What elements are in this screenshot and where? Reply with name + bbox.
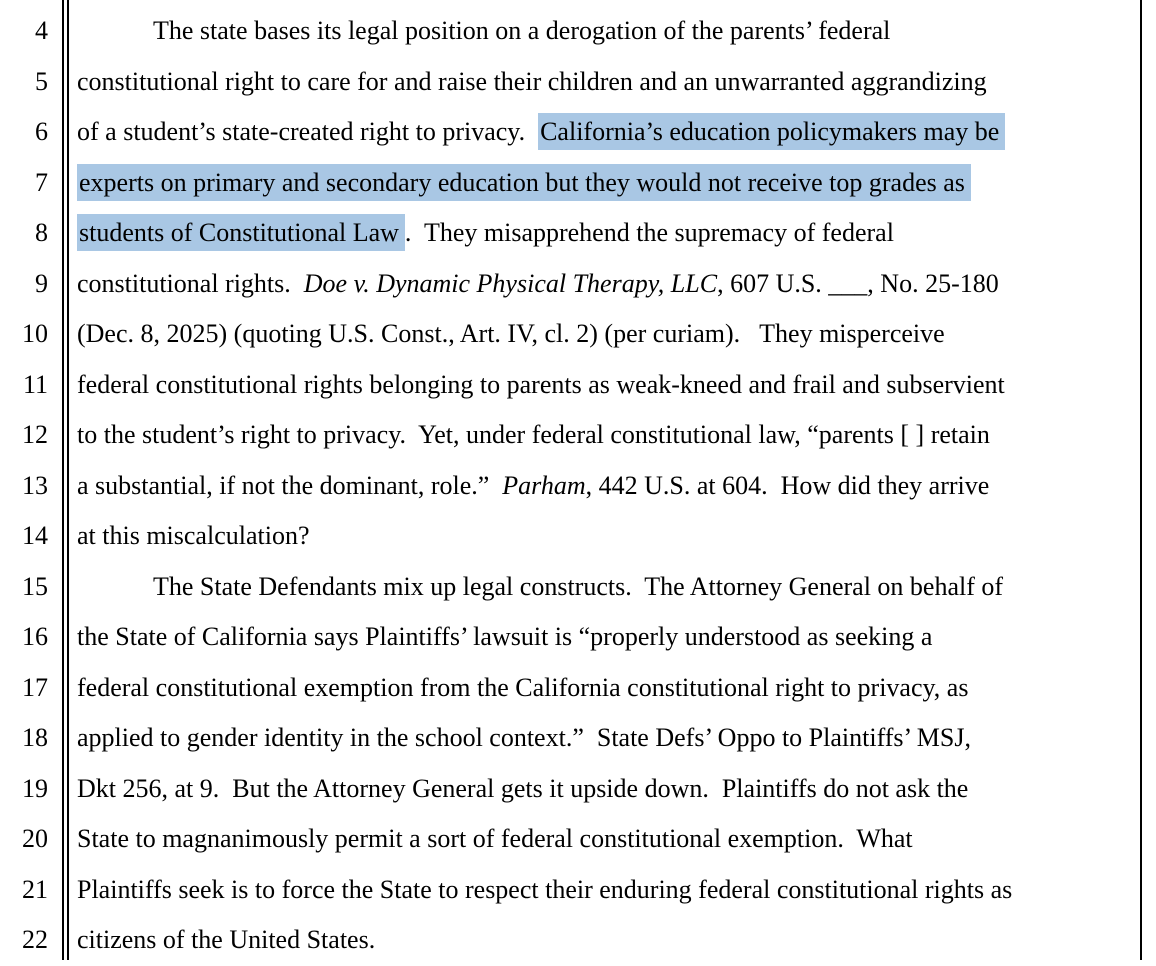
margin-rule-right xyxy=(1140,0,1142,960)
text-run: of a student’s state-created right to privacy. xyxy=(77,117,539,146)
line-number: 11 xyxy=(22,369,48,399)
line-number: 8 xyxy=(35,218,48,247)
line-number: 22 xyxy=(22,925,48,954)
line-number: 15 xyxy=(22,571,48,601)
highlighted-text[interactable]: experts on primary and secondary education but they would not receive top grades as xyxy=(77,164,971,201)
document-body xyxy=(77,6,1137,966)
text-line xyxy=(77,107,1137,158)
line-number-column xyxy=(0,6,48,966)
text-run: , 442 U.S. at 604. How did they arrive xyxy=(585,470,990,500)
line-number: 19 xyxy=(22,773,48,803)
text-run: a substantial, if not the dominant, role.” xyxy=(77,470,503,500)
text-line xyxy=(77,158,1137,209)
text-line: The State Defendants mix up legal constructs. The Attorney General on behalf of xyxy=(153,571,1004,601)
text-line xyxy=(77,461,1137,512)
text-line: Plaintiffs seek is to force the State to respect their enduring federal constitutional rights as xyxy=(77,874,1013,904)
line-number: 21 xyxy=(22,874,48,904)
line-number: 6 xyxy=(35,117,48,146)
line-number: 10 xyxy=(22,319,48,348)
text-line xyxy=(77,259,1137,310)
text-line: The state bases its legal position on a derogation of the parents’ federal xyxy=(153,16,891,45)
line-number: 16 xyxy=(22,622,48,651)
text-line xyxy=(77,208,1137,259)
text-line: (Dec. 8, 2025) (quoting U.S. Const., Art. IV, cl. 2) (per curiam). They misperceive xyxy=(77,319,945,348)
line-number: 12 xyxy=(22,420,48,449)
line-number: 14 xyxy=(22,521,48,550)
case-citation: Parham xyxy=(502,470,586,500)
line-number: 18 xyxy=(22,723,48,752)
line-number: 13 xyxy=(22,470,48,500)
text-line: citizens of the United States. xyxy=(77,925,376,954)
text-line: at this miscalculation? xyxy=(77,521,310,550)
text-line: federal constitutional rights belonging to parents as weak-kneed and frail and subservient xyxy=(77,369,1005,399)
text-line: constitutional right to care for and raise their children and an unwarranted aggrandizing xyxy=(77,66,987,96)
text-line: State to magnanimously permit a sort of federal constitutional exemption. What xyxy=(77,824,913,853)
text-line: the State of California says Plaintiffs’ lawsuit is “properly understood as seeking a xyxy=(77,622,933,651)
margin-rule-left-outer xyxy=(62,0,64,960)
line-number: 17 xyxy=(22,672,48,702)
text-line: to the student’s right to privacy. Yet, under federal constitutional law, “parents [ ] retain xyxy=(77,420,990,449)
line-number: 7 xyxy=(35,167,48,197)
case-citation: Doe v. Dynamic Physical Therapy, LLC xyxy=(303,268,718,298)
highlighted-text[interactable]: students of Constitutional Law xyxy=(77,214,405,251)
text-line: applied to gender identity in the school context.” State Defs’ Oppo to Plaintiffs’ MSJ, xyxy=(77,723,971,752)
margin-rule-left-inner xyxy=(67,0,69,960)
text-run: . They misapprehend the supremacy of federal xyxy=(404,218,894,247)
line-number: 9 xyxy=(35,268,48,298)
line-number: 20 xyxy=(22,824,48,853)
line-number: 4 xyxy=(35,16,48,45)
text-run: , 607 U.S. ___, No. 25-180 xyxy=(717,268,999,298)
highlighted-text[interactable]: California’s education policymakers may be xyxy=(538,113,1005,150)
text-run: constitutional rights. xyxy=(77,268,304,298)
line-number: 5 xyxy=(35,66,48,96)
text-line: Dkt 256, at 9. But the Attorney General gets it upside down. Plaintiffs do not ask the xyxy=(77,773,969,803)
text-line: federal constitutional exemption from the California constitutional right to privacy, as xyxy=(77,672,969,702)
